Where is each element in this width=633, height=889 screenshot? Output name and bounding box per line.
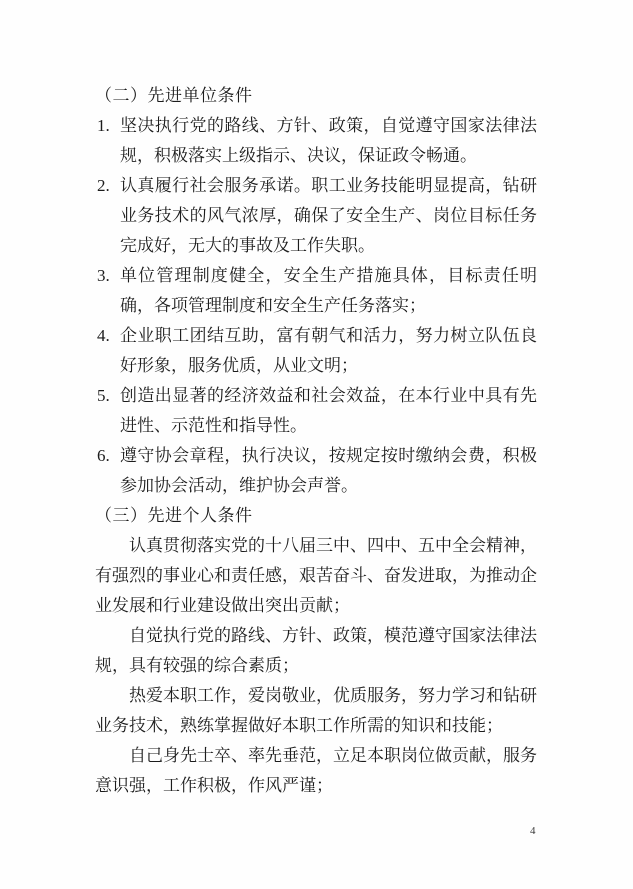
page-number: 4 <box>530 825 536 837</box>
item-number: 4. <box>97 326 110 345</box>
item-text: 创造出显著的经济效益和社会效益，在本行业中具有先进性、示范性和指导性。 <box>120 386 537 435</box>
item-number: 1. <box>97 116 110 135</box>
item-text: 坚决执行党的路线、方针、政策，自觉遵守国家法律法规，积极落实上级指示、决议，保证政令畅通。 <box>120 116 537 165</box>
item-number: 5. <box>97 386 110 405</box>
paragraph: 自己身先士卒、率先垂范，立足本职岗位做贡献，服务意识强，工作积极，作风严谨； <box>95 746 537 795</box>
paragraph: 认真贯彻落实党的十八届三中、四中、五中全会精神，有强烈的事业心和责任感，艰苦奋斗、奋发进取，为推动企业发展和行业建设做出突出贡献； <box>95 536 537 615</box>
page-content <box>95 81 537 801</box>
numbered-item <box>95 381 537 441</box>
item-number: 6. <box>97 446 110 465</box>
section-heading-individual: （三）先进个人条件 <box>95 506 253 525</box>
item-text: 认真履行社会服务承诺。职工业务技能明显提高，钻研业务技术的风气浓厚，确保了安全生产、岗位目标任务完成好，无大的事故及工作失职。 <box>120 176 537 255</box>
item-number: 3. <box>97 266 110 285</box>
numbered-item <box>95 171 537 261</box>
item-text: 单位管理制度健全，安全生产措施具体，目标责任明确，各项管理制度和安全生产任务落实； <box>120 266 537 315</box>
paragraph: 热爱本职工作，爱岗敬业，优质服务，努力学习和钻研业务技术，熟练掌握做好本职工作所需的知识和技能； <box>95 686 537 735</box>
paragraph: 自觉执行党的路线、方针、政策，模范遵守国家法律法规，具有较强的综合素质； <box>95 626 537 675</box>
item-number: 2. <box>97 176 110 195</box>
numbered-item <box>95 441 537 501</box>
numbered-item <box>95 321 537 381</box>
item-text: 企业职工团结互助，富有朝气和活力，努力树立队伍良好形象，服务优质，从业文明； <box>120 326 537 375</box>
numbered-item <box>95 261 537 321</box>
numbered-item <box>95 111 537 171</box>
section-heading-unit: （二）先进单位条件 <box>95 86 253 105</box>
item-text: 遵守协会章程，执行决议，按规定按时缴纳会费，积极参加协会活动，维护协会声誉。 <box>120 446 537 495</box>
